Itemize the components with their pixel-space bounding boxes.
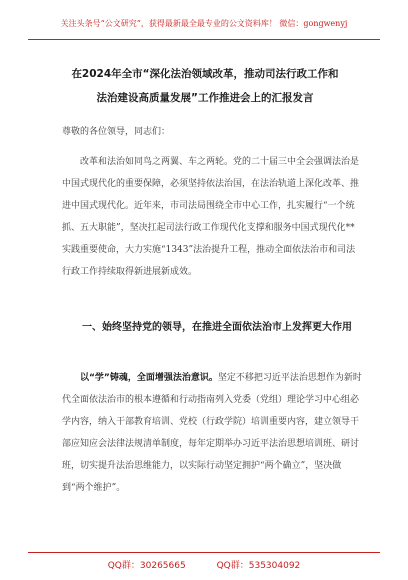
greeting: 尊敬的各位领导，同志们： xyxy=(62,127,171,137)
header-promo-text: 关注头条号“公文研究”，获得最新最全最专业的公文资料库！ 微信：gongwenyj xyxy=(60,19,348,28)
document-title xyxy=(40,62,370,110)
section-1-paragraph xyxy=(62,367,362,499)
footer-qq-group-2: QQ群：535304092 xyxy=(216,561,301,571)
title-line-1: 在2024年全市“深化法治领域改革，推动司法行政工作和 xyxy=(71,68,339,80)
paragraph-intro: 改革和法治如同鸟之两翼、车之两轮。党的二十届三中全会强调法治是中国式现代化的重要保障，必须坚持依法治国，在法治轨道上深化改革、推进中国式现代化。近年来，市司法局围绕全市中心工作，扎实履行“一个统抓、五大职能”，坚决扛起司法行政工作现代化支撑和服务中国式现代化**实践重要使命，大力实施“1343”法治提升工程，推动全面依法治市和司法行政工作持续取得新进展新成效。 xyxy=(62,157,360,277)
section-1-heading: 一、始终坚持党的领导，在推进全面依法治市上发挥更大作用 xyxy=(82,322,352,333)
footer-divider xyxy=(28,552,380,553)
title-line-2: 法治建设高质量发展”工作推进会上的汇报发言 xyxy=(96,92,314,104)
page-footer xyxy=(0,558,408,571)
section-1-lead: 以“学”铸魂，全面增强法治意识。 xyxy=(80,373,218,383)
page-header xyxy=(0,0,408,40)
footer-qq-group-1: QQ群：30265665 xyxy=(107,561,186,571)
header-divider xyxy=(28,39,380,40)
section-1-text: 坚定不移把习近平法治思想作为新时代全面依法治市的根本遵循和行动指南列入党委（党组）理论学习中心组必学内容，纳入干部教育培训、党校（行政学院）培训重要内容，建立领导干部应知应会法律法规清单制度，每年定期举办习近平法治思想培训班、研讨班，切实提升法治思维能力，以实际行动坚定拥护“两个确立”，坚决做到“两个维护”。 xyxy=(62,373,362,493)
